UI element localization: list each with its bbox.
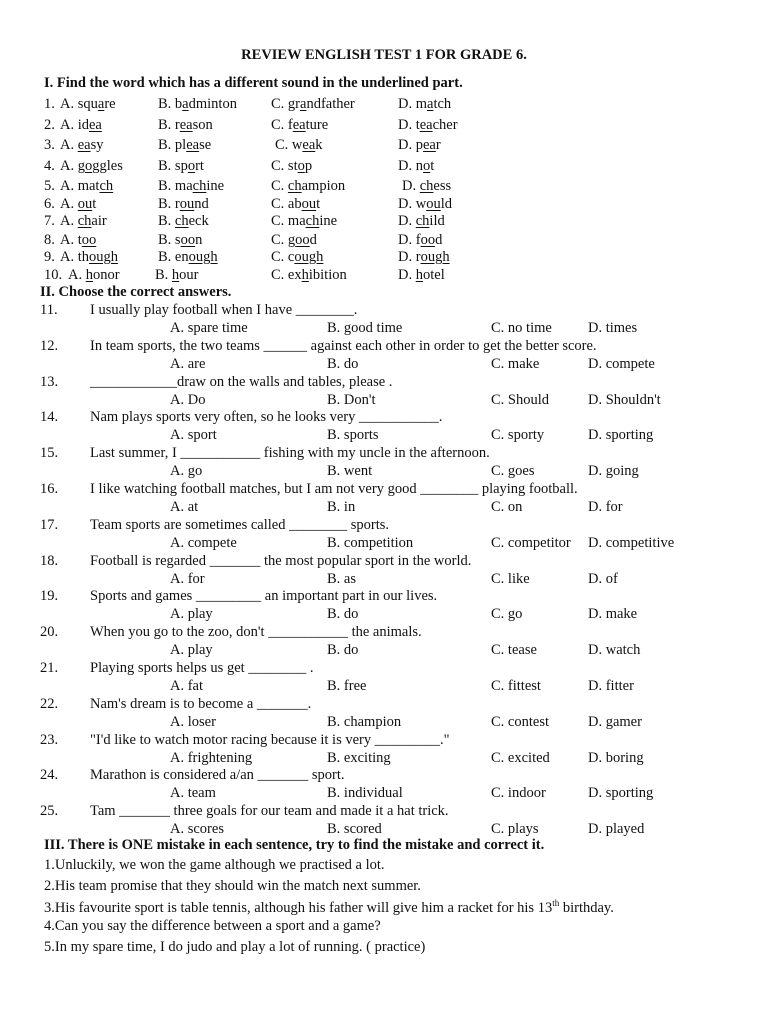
answer-option-b: B. competition: [327, 535, 414, 551]
answer-option-a: A. frightening: [170, 750, 253, 766]
answer-option-b: B. do: [327, 642, 359, 658]
underlined-part: a: [300, 96, 307, 112]
question-number: 6.: [44, 196, 55, 212]
answer-option-c: C. make: [491, 356, 540, 372]
question-text: Football is regarded _______ the most popular sport in the world.: [90, 553, 472, 569]
question-text: When you go to the zoo, don't ___________ the animals.: [90, 624, 422, 640]
underlined-part: ea: [77, 137, 91, 153]
underlined-part: ea: [302, 137, 316, 153]
sentence-item: 5.In my spare time, I do judo and play a lot of running. ( practice): [44, 939, 426, 955]
answer-option-c: C. no time: [491, 320, 552, 336]
underlined-part: h: [415, 267, 423, 283]
underlined-part: o: [84, 158, 93, 174]
question-number: 25.: [40, 803, 59, 819]
underlined-part: oo: [295, 232, 310, 248]
underlined-part: oo: [420, 232, 436, 248]
answer-option-d: D. gamer: [588, 714, 642, 730]
answer-option-b: B. sports: [327, 427, 379, 443]
question-text: Playing sports helps us get ________ .: [90, 660, 314, 676]
answer-option-c: C. sporty: [491, 427, 545, 443]
answer-option-b: B. individual: [327, 785, 403, 801]
option-c: C. about: [271, 196, 321, 212]
section-1-heading: I. Find the word which has a different sound in the underlined part.: [44, 75, 463, 91]
answer-option-a: A. play: [170, 642, 213, 658]
answer-option-d: D. fitter: [588, 678, 634, 694]
question-number: 15.: [40, 445, 59, 461]
question-number: 22.: [40, 696, 59, 712]
option-a: A. out: [60, 196, 97, 212]
answer-option-b: B. free: [327, 678, 367, 694]
underlined-part: ou: [301, 196, 317, 212]
option-a: A. idea: [60, 117, 102, 133]
underlined-part: ou: [77, 196, 93, 212]
answer-option-b: B. as: [327, 571, 356, 587]
option-b: B. soon: [158, 232, 203, 248]
sentence-item: 3.His favourite sport is table tennis, although his father will give him a racket for his 13th birthday.: [44, 898, 614, 916]
question-number: 8.: [44, 232, 55, 248]
answer-option-d: D. sporting: [588, 427, 654, 443]
answer-option-c: C. contest: [491, 714, 549, 730]
option-a: A. though: [60, 249, 118, 265]
option-a: A. easy: [60, 137, 104, 153]
question-number: 21.: [40, 660, 59, 676]
question-text: Nam's dream is to become a _______.: [90, 696, 312, 712]
question-text: Last summer, I ___________ fishing with my uncle in the afternoon.: [90, 445, 490, 461]
underlined-part: ch: [192, 178, 207, 194]
underlined-part: ch: [419, 178, 434, 194]
answer-option-d: D. compete: [588, 356, 655, 372]
answer-option-a: A. spare time: [170, 320, 248, 336]
option-c: C. grandfather: [271, 96, 355, 112]
answer-option-a: A. go: [170, 463, 203, 479]
answer-option-c: C. like: [491, 571, 530, 587]
answer-option-c: C. go: [491, 606, 523, 622]
question-text: In team sports, the two teams ______ against each other in order to get the better score.: [90, 338, 597, 354]
question-text: ____________draw on the walls and tables, please .: [90, 374, 393, 390]
option-c: C. machine: [271, 213, 338, 229]
option-b: B. check: [158, 213, 209, 229]
question-number: 4.: [44, 158, 55, 174]
answer-option-a: A. sport: [170, 427, 217, 443]
underlined-part: ea: [422, 137, 436, 153]
answer-option-c: C. goes: [491, 463, 535, 479]
option-a: A. match: [60, 178, 114, 194]
option-b: B. reason: [158, 117, 213, 133]
question-number: 9.: [44, 249, 55, 265]
sentence-item: 4.Can you say the difference between a sport and a game?: [44, 918, 381, 934]
option-b: B. sport: [158, 158, 204, 174]
underlined-part: ea: [419, 117, 433, 133]
answer-option-d: D. boring: [588, 750, 644, 766]
option-d: D. child: [398, 213, 445, 229]
option-c: C. stop: [271, 158, 313, 174]
option-c: C. champion: [271, 178, 346, 194]
answer-option-d: D. of: [588, 571, 618, 587]
question-number: 24.: [40, 767, 59, 783]
option-c: C. good: [271, 232, 317, 248]
question-number: 14.: [40, 409, 59, 425]
answer-option-a: A. scores: [170, 821, 224, 837]
answer-option-b: B. good time: [327, 320, 403, 336]
underlined-part: ough: [89, 249, 118, 265]
underlined-part: a: [427, 96, 434, 112]
answer-option-c: C. plays: [491, 821, 539, 837]
option-d: D. teacher: [398, 117, 458, 133]
answer-option-b: B. do: [327, 606, 359, 622]
option-b: B. badminton: [158, 96, 237, 112]
answer-option-a: A. are: [170, 356, 206, 372]
question-number: 3.: [44, 137, 55, 153]
underlined-part: ough: [294, 249, 324, 265]
option-d: D. chess: [402, 178, 452, 194]
question-number: 17.: [40, 517, 59, 533]
section-3-heading: III. There is ONE mistake in each sentence, try to find the mistake and correct it.: [44, 837, 545, 853]
answer-option-a: A. fat: [170, 678, 204, 694]
question-text: Sports and games _________ an important part in our lives.: [90, 588, 438, 604]
question-text: Nam plays sports very often, so he looks very ___________.: [90, 409, 443, 425]
option-d: D. food: [398, 232, 443, 248]
underlined-part: ch: [415, 213, 430, 229]
underlined-part: ou: [426, 196, 441, 212]
underlined-part: ch: [287, 178, 302, 194]
answer-option-a: A. team: [170, 785, 216, 801]
answer-option-c: C. Should: [491, 392, 550, 408]
underlined-part: ough: [188, 249, 218, 265]
option-a: A. too: [60, 232, 97, 248]
question-number: 23.: [40, 732, 59, 748]
question-number: 16.: [40, 481, 59, 497]
underlined-part: ou: [179, 196, 195, 212]
answer-option-d: D. for: [588, 499, 623, 515]
question-text: I usually play football when I have ________.: [90, 302, 358, 318]
question-text: Team sports are sometimes called ________ sports.: [90, 517, 389, 533]
underlined-part: o: [187, 158, 196, 174]
option-d: D. pear: [398, 137, 441, 153]
option-a: A. chair: [60, 213, 107, 229]
question-number: 11.: [40, 302, 58, 318]
question-number: 2.: [44, 117, 55, 133]
answer-option-d: D. watch: [588, 642, 641, 658]
question-number: 19.: [40, 588, 59, 604]
option-b: B. hour: [155, 267, 199, 283]
answer-option-a: A. for: [170, 571, 205, 587]
answer-option-d: D. Shouldn't: [588, 392, 661, 408]
option-b: B. machine: [158, 178, 225, 194]
option-a: A. square: [60, 96, 116, 112]
option-c: C. weak: [275, 137, 323, 153]
option-b: B. please: [158, 137, 212, 153]
superscript: th: [552, 898, 560, 908]
option-d: D. match: [398, 96, 452, 112]
question-text: "I'd like to watch motor racing because it is very _________.": [90, 732, 450, 748]
question-number: 13.: [40, 374, 59, 390]
underlined-part: oo: [81, 232, 97, 248]
answer-option-a: A. at: [170, 499, 199, 515]
question-number: 18.: [40, 553, 59, 569]
question-number: 7.: [44, 213, 55, 229]
question-text: Tam _______ three goals for our team and made it a hat trick.: [90, 803, 449, 819]
answer-option-b: B. Don't: [327, 392, 376, 408]
question-number: 20.: [40, 624, 59, 640]
option-a: A. honor: [68, 267, 120, 283]
option-c: C. cough: [271, 249, 324, 265]
underlined-part: ea: [292, 117, 306, 133]
option-c: C. exhibition: [271, 267, 347, 283]
answer-option-d: D. make: [588, 606, 638, 622]
underlined-part: ch: [174, 213, 189, 229]
answer-option-b: B. exciting: [327, 750, 391, 766]
underlined-part: ch: [99, 178, 114, 194]
question-number: 5.: [44, 178, 55, 194]
underlined-part: h: [171, 267, 180, 283]
sentence-item: 1.Unluckily, we won the game although we practised a lot.: [44, 857, 385, 873]
underlined-part: ough: [420, 249, 450, 265]
underlined-part: h: [85, 267, 93, 283]
underlined-part: h: [301, 267, 309, 283]
answer-option-a: A. Do: [170, 392, 206, 408]
answer-option-d: D. going: [588, 463, 639, 479]
question-number: 1.: [44, 96, 55, 112]
question-number: 12.: [40, 338, 59, 354]
answer-option-c: C. excited: [491, 750, 550, 766]
section-2-heading: II. Choose the correct answers.: [40, 284, 232, 300]
option-b: B. enough: [158, 249, 218, 265]
answer-option-d: D. played: [588, 821, 645, 837]
answer-option-c: C. tease: [491, 642, 537, 658]
answer-option-d: D. competitive: [588, 535, 675, 551]
option-a: A. goggles: [60, 158, 123, 174]
underlined-part: ch: [77, 213, 92, 229]
answer-option-c: C. competitor: [491, 535, 571, 551]
answer-option-b: B. went: [327, 463, 373, 479]
question-text: I like watching football matches, but I am not very good ________ playing football.: [90, 481, 578, 497]
answer-option-b: B. do: [327, 356, 359, 372]
answer-option-a: A. compete: [170, 535, 237, 551]
underlined-part: o: [422, 158, 431, 174]
answer-option-d: D. sporting: [588, 785, 654, 801]
answer-option-c: C. on: [491, 499, 523, 515]
sentence-item: 2.His team promise that they should win the match next summer.: [44, 878, 421, 894]
underlined-part: o: [297, 158, 305, 174]
answer-option-c: C. fittest: [491, 678, 541, 694]
underlined-part: oo: [180, 232, 196, 248]
option-d: D. rough: [398, 249, 450, 265]
answer-option-b: B. in: [327, 499, 356, 515]
question-text: Marathon is considered a/an _______ sport.: [90, 767, 345, 783]
underlined-part: a: [182, 96, 189, 112]
underlined-part: ch: [305, 213, 320, 229]
option-d: D. hotel: [398, 267, 445, 283]
answer-option-a: A. loser: [170, 714, 216, 730]
answer-option-b: B. champion: [327, 714, 402, 730]
underlined-part: ea: [179, 117, 193, 133]
option-b: B. round: [158, 196, 209, 212]
answer-option-b: B. scored: [327, 821, 382, 837]
option-d: D. would: [398, 196, 452, 212]
option-c: C. feature: [271, 117, 329, 133]
answer-option-a: A. play: [170, 606, 213, 622]
answer-option-d: D. times: [588, 320, 638, 336]
answer-option-c: C. indoor: [491, 785, 546, 801]
option-d: D. not: [398, 158, 435, 174]
question-number: 10.: [44, 267, 63, 283]
underlined-part: ea: [89, 117, 102, 133]
underlined-part: ea: [186, 137, 200, 153]
document-title: REVIEW ENGLISH TEST 1 FOR GRADE 6.: [241, 47, 527, 63]
underlined-part: a: [97, 96, 105, 112]
